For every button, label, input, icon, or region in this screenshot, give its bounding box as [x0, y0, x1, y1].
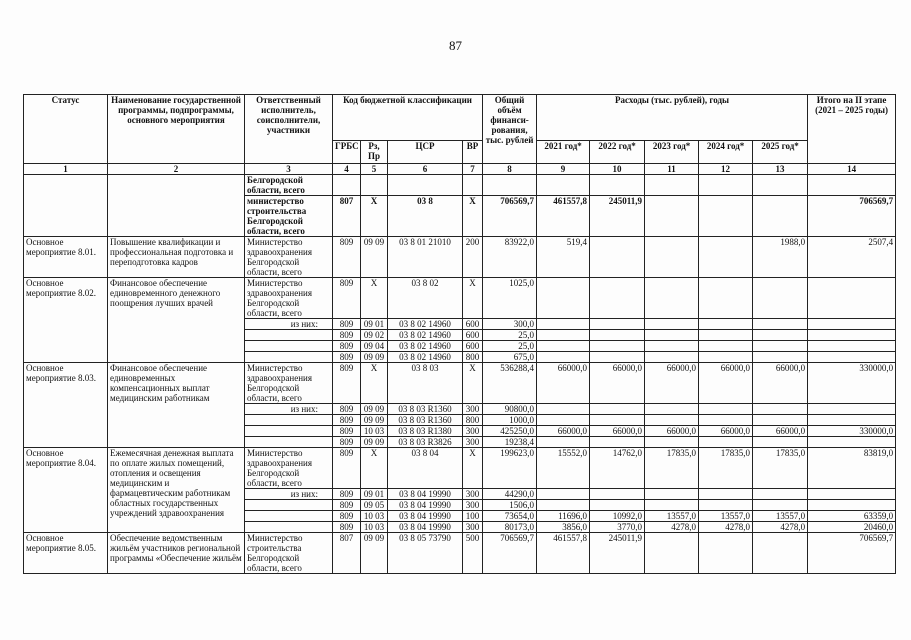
year-2021-cell: 15552,0: [537, 448, 590, 489]
col-num: 14: [808, 164, 896, 175]
csr-cell: 03 8 04 19990: [388, 489, 463, 500]
executor-cell: министерство строительства Белгородской области, всего: [245, 196, 333, 237]
csr-cell: 03 8 02 14960: [388, 341, 463, 352]
name-cell: Обеспечение ведомственным жильём участников региональной программы «Обеспечение жильём: [108, 533, 245, 574]
rzpr-cell: 09 09: [361, 237, 388, 278]
grbs-cell: 809: [333, 319, 361, 330]
year-2022-cell: 66000,0: [590, 363, 645, 404]
col-num: 12: [699, 164, 753, 175]
header-executor: Ответственный исполнитель, соисполнители, участники: [245, 95, 333, 164]
year-2023-cell: 13557,0: [645, 511, 699, 522]
total-cell: 425250,0: [483, 426, 537, 437]
header-expenses: Расходы (тыс. рублей), годы: [537, 95, 808, 141]
executor-cell: из них:: [245, 404, 333, 415]
vr-cell: 200: [463, 237, 483, 278]
header-status: Статус: [24, 95, 108, 164]
grbs-cell: 809: [333, 437, 361, 448]
year-2023-cell: 17835,0: [645, 448, 699, 489]
col-num: 9: [537, 164, 590, 175]
year-2021-cell: 66000,0: [537, 426, 590, 437]
col-num: 5: [361, 164, 388, 175]
rzpr-cell: 09 09: [361, 404, 388, 415]
year-2022-cell: 245011,9: [590, 533, 645, 574]
total-cell: 675,0: [483, 352, 537, 363]
total-cell: 25,0: [483, 330, 537, 341]
rzpr-cell: Х: [361, 448, 388, 489]
vr-cell: Х: [463, 363, 483, 404]
vr-cell: Х: [463, 448, 483, 489]
executor-cell: Министерство здравоохранения Белгородской области, всего: [245, 448, 333, 489]
stage-total-cell: 706569,7: [808, 196, 896, 237]
csr-cell: 03 8 04 19990: [388, 522, 463, 533]
year-2022-cell: 245011,9: [590, 196, 645, 237]
total-cell: 44290,0: [483, 489, 537, 500]
total-cell: 706569,7: [483, 196, 537, 237]
grbs-cell: 809: [333, 352, 361, 363]
total-cell: 83922,0: [483, 237, 537, 278]
grbs-cell: 809: [333, 500, 361, 511]
rzpr-cell: 09 09: [361, 352, 388, 363]
header-year-2023: 2023 год*: [645, 141, 699, 164]
status-cell: Основное мероприятие 8.04.: [24, 448, 108, 533]
executor-cell: Министерство здравоохранения Белгородской области, всего: [245, 237, 333, 278]
stage-total-cell: 20460,0: [808, 522, 896, 533]
rzpr-cell: 09 09: [361, 533, 388, 574]
grbs-cell: 809: [333, 489, 361, 500]
header-name: Наименование государственной программы, подпрограммы, основного мероприятия: [108, 95, 245, 164]
rzpr-cell: 09 05: [361, 500, 388, 511]
csr-cell: 03 8 03 R1380: [388, 426, 463, 437]
table-row: [24, 278, 896, 319]
vr-cell: 500: [463, 533, 483, 574]
year-2024-cell: 17835,0: [699, 448, 753, 489]
budget-table: [23, 94, 896, 574]
year-2024-cell: 66000,0: [699, 426, 753, 437]
csr-cell: 03 8 03: [388, 363, 463, 404]
vr-cell: 300: [463, 489, 483, 500]
col-num: 6: [388, 164, 463, 175]
vr-cell: Х: [463, 196, 483, 237]
grbs-cell: 809: [333, 415, 361, 426]
rzpr-cell: Х: [361, 363, 388, 404]
col-num: 3: [245, 164, 333, 175]
header-year-2024: 2024 год*: [699, 141, 753, 164]
total-cell: 1025,0: [483, 278, 537, 319]
year-2025-cell: 13557,0: [753, 511, 808, 522]
total-cell: 706569,7: [483, 533, 537, 574]
total-cell: 90800,0: [483, 404, 537, 415]
header-vr: ВР: [463, 141, 483, 164]
name-cell: Финансовое обеспечение единовременного денежного поощрения лучших врачей: [108, 278, 245, 363]
header-year-2021: 2021 год*: [537, 141, 590, 164]
vr-cell: 600: [463, 330, 483, 341]
vr-cell: 600: [463, 319, 483, 330]
executor-cell: Министерство строительства Белгородской области, всего: [245, 533, 333, 574]
stage-total-cell: 63359,0: [808, 511, 896, 522]
vr-cell: 300: [463, 437, 483, 448]
rzpr-cell: 10 03: [361, 522, 388, 533]
total-cell: 199623,0: [483, 448, 537, 489]
csr-cell: 03 8 02 14960: [388, 330, 463, 341]
total-cell: 1000,0: [483, 415, 537, 426]
vr-cell: 300: [463, 522, 483, 533]
page-number: 87: [449, 38, 462, 53]
stage-total-cell: 330000,0: [808, 363, 896, 404]
executor-cell: Белгородской области, всего: [245, 175, 333, 196]
year-2022-cell: 14762,0: [590, 448, 645, 489]
name-cell: Ежемесячная денежная выплата по оплате жилых помещений, отопления и освещения медицинским и фармацевтическим работникам областных государственных учреждений здравоохранения: [108, 448, 245, 533]
grbs-cell: 809: [333, 341, 361, 352]
vr-cell: 300: [463, 404, 483, 415]
total-cell: 1506,0: [483, 500, 537, 511]
vr-cell: 300: [463, 426, 483, 437]
col-num: 13: [753, 164, 808, 175]
csr-cell: 03 8 04 19990: [388, 500, 463, 511]
grbs-cell: 809: [333, 363, 361, 404]
csr-cell: 03 8 04: [388, 448, 463, 489]
header-grbs: ГРБС: [333, 141, 361, 164]
year-2021-cell: 3856,0: [537, 522, 590, 533]
status-cell: Основное мероприятие 8.05.: [24, 533, 108, 574]
stage-total-cell: 330000,0: [808, 426, 896, 437]
status-cell: Основное мероприятие 8.02.: [24, 278, 108, 363]
rzpr-cell: 10 03: [361, 426, 388, 437]
table-row: [24, 363, 896, 404]
header-csr: ЦСР: [388, 141, 463, 164]
grbs-cell: 809: [333, 511, 361, 522]
year-2024-cell: 13557,0: [699, 511, 753, 522]
csr-cell: 03 8 02 14960: [388, 319, 463, 330]
vr-cell: 100: [463, 511, 483, 522]
vr-cell: 800: [463, 415, 483, 426]
csr-cell: 03 8 02: [388, 278, 463, 319]
csr-cell: 03 8 03 R1360: [388, 404, 463, 415]
total-cell: 73654,0: [483, 511, 537, 522]
col-num: 4: [333, 164, 361, 175]
csr-cell: 03 8: [388, 196, 463, 237]
year-2022-cell: 3770,0: [590, 522, 645, 533]
grbs-cell: 807: [333, 533, 361, 574]
grbs-cell: 809: [333, 404, 361, 415]
year-2021-cell: 461557,8: [537, 533, 590, 574]
status-cell: Основное мероприятие 8.03.: [24, 363, 108, 448]
rzpr-cell: 09 01: [361, 319, 388, 330]
vr-cell: Х: [463, 278, 483, 319]
col-num: 11: [645, 164, 699, 175]
year-2024-cell: 66000,0: [699, 363, 753, 404]
table-row: [24, 175, 896, 196]
executor-cell: Министерство здравоохранения Белгородской области, всего: [245, 363, 333, 404]
col-num: 7: [463, 164, 483, 175]
vr-cell: 800: [463, 352, 483, 363]
rzpr-cell: 09 02: [361, 330, 388, 341]
stage-total-cell: 706569,7: [808, 533, 896, 574]
year-2022-cell: 10992,0: [590, 511, 645, 522]
header-row: [24, 95, 896, 141]
grbs-cell: 809: [333, 448, 361, 489]
csr-cell: 03 8 05 73790: [388, 533, 463, 574]
header-total-volume: Общий объём финанси-рования, тыс. рублей: [483, 95, 537, 164]
year-2025-cell: 4278,0: [753, 522, 808, 533]
year-2023-cell: 66000,0: [645, 426, 699, 437]
col-num: 8: [483, 164, 537, 175]
column-number-row: [24, 164, 896, 175]
rzpr-cell: 09 09: [361, 415, 388, 426]
rzpr-cell: Х: [361, 278, 388, 319]
csr-cell: 03 8 03 R3826: [388, 437, 463, 448]
csr-cell: 03 8 04 19990: [388, 511, 463, 522]
stage-total-cell: 2507,4: [808, 237, 896, 278]
year-2025-cell: 66000,0: [753, 363, 808, 404]
grbs-cell: 809: [333, 522, 361, 533]
year-2023-cell: 4278,0: [645, 522, 699, 533]
header-year-2022: 2022 год*: [590, 141, 645, 164]
year-2021-cell: 11696,0: [537, 511, 590, 522]
table-row: [24, 533, 896, 574]
vr-cell: 300: [463, 500, 483, 511]
col-num: 1: [24, 164, 108, 175]
rzpr-cell: 09 04: [361, 341, 388, 352]
rzpr-cell: 09 09: [361, 437, 388, 448]
header-stage-total: Итого на II этапе (2021 – 2025 годы): [808, 95, 896, 164]
year-2025-cell: 17835,0: [753, 448, 808, 489]
executor-cell: из них:: [245, 489, 333, 500]
year-2023-cell: 66000,0: [645, 363, 699, 404]
rzpr-cell: Х: [361, 196, 388, 237]
grbs-cell: 807: [333, 196, 361, 237]
csr-cell: 03 8 01 21010: [388, 237, 463, 278]
table-row: [24, 237, 896, 278]
grbs-cell: 809: [333, 330, 361, 341]
total-cell: 300,0: [483, 319, 537, 330]
year-2021-cell: 519,4: [537, 237, 590, 278]
year-2024-cell: 4278,0: [699, 522, 753, 533]
total-cell: 536288,4: [483, 363, 537, 404]
col-num: 2: [108, 164, 245, 175]
year-2025-cell: 1988,0: [753, 237, 808, 278]
grbs-cell: 809: [333, 278, 361, 319]
name-cell: Финансовое обеспечение единовременных компенсационных выплат медицинским работникам: [108, 363, 245, 448]
rzpr-cell: 09 01: [361, 489, 388, 500]
rzpr-cell: 10 03: [361, 511, 388, 522]
name-cell: Повышение квалификации и профессиональная подготовка и переподготовка кадров: [108, 237, 245, 278]
header-year-2025: 2025 год*: [753, 141, 808, 164]
csr-cell: 03 8 03 R1360: [388, 415, 463, 426]
grbs-cell: 809: [333, 237, 361, 278]
executor-cell: Министерство здравоохранения Белгородской области, всего: [245, 278, 333, 319]
stage-total-cell: 83819,0: [808, 448, 896, 489]
year-2021-cell: 461557,8: [537, 196, 590, 237]
year-2021-cell: 66000,0: [537, 363, 590, 404]
status-cell: Основное мероприятие 8.01.: [24, 237, 108, 278]
col-num: 10: [590, 164, 645, 175]
year-2025-cell: 66000,0: [753, 426, 808, 437]
table-row: [24, 448, 896, 489]
vr-cell: 600: [463, 341, 483, 352]
total-cell: 19238,4: [483, 437, 537, 448]
csr-cell: 03 8 02 14960: [388, 352, 463, 363]
total-cell: 80173,0: [483, 522, 537, 533]
total-cell: 25,0: [483, 341, 537, 352]
grbs-cell: 809: [333, 426, 361, 437]
executor-cell: из них:: [245, 319, 333, 330]
header-rzpr: Рз, Пр: [361, 141, 388, 164]
header-budget-code: Код бюджетной классификации: [333, 95, 483, 141]
year-2022-cell: 66000,0: [590, 426, 645, 437]
